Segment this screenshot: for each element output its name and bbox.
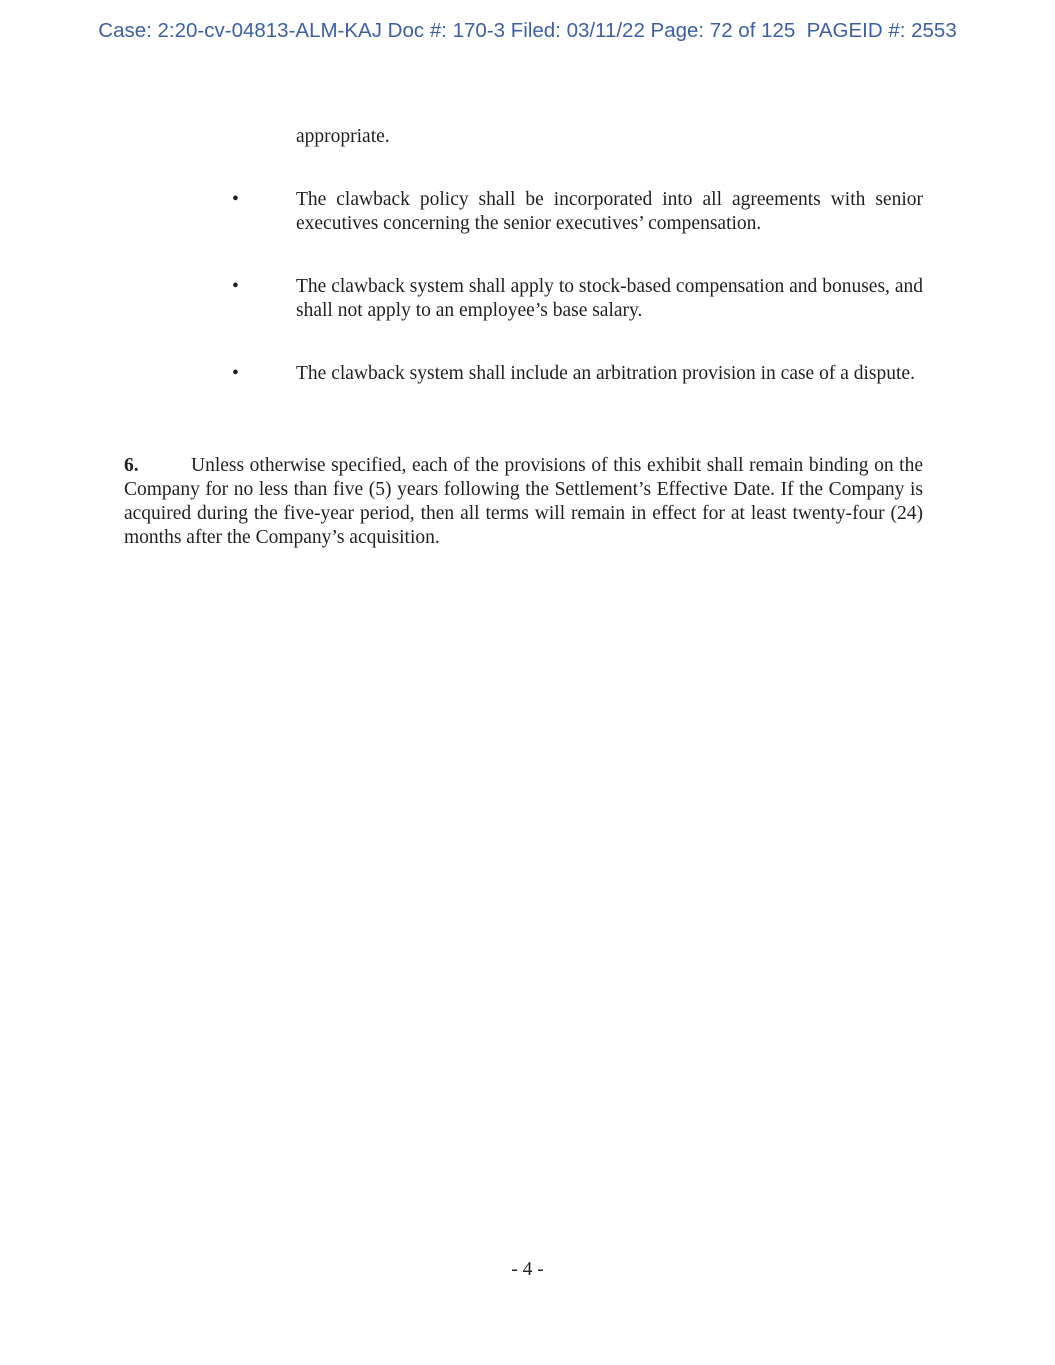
bullet-glyph: • — [232, 363, 239, 384]
bullet-glyph: • — [232, 276, 239, 297]
case-header: Case: 2:20-cv-04813-ALM-KAJ Doc #: 170-3 Filed: 03/11/22 Page: 72 of 125 PAGEID #: 2553 — [98, 19, 957, 42]
bullet-text: The clawback system shall include an arbitration provision in case of a dispute. — [296, 363, 915, 384]
bullet-text: The clawback policy shall be incorporated into all agreements with senior executives concerning the senior executives’ compensation. — [296, 189, 923, 234]
numbered-paragraph — [124, 454, 923, 550]
paragraph-number: 6. — [124, 455, 139, 476]
page-number: - 4 - — [511, 1259, 544, 1280]
continuation-text: appropriate. — [296, 126, 390, 147]
bullet-text: The clawback system shall apply to stock-based compensation and bonuses, and shall not apply to an employee’s base salary. — [296, 276, 923, 321]
bullet-glyph: • — [232, 189, 239, 210]
paragraph-text: Unless otherwise specified, each of the provisions of this exhibit shall remain binding on the Company for no less than five (5) years following the Settlement’s Effective Date. If the Company is acquired during the five-year period, then all terms will remain in effect for at least twenty-four (24) months after the Company’s acquisition. — [124, 455, 923, 548]
